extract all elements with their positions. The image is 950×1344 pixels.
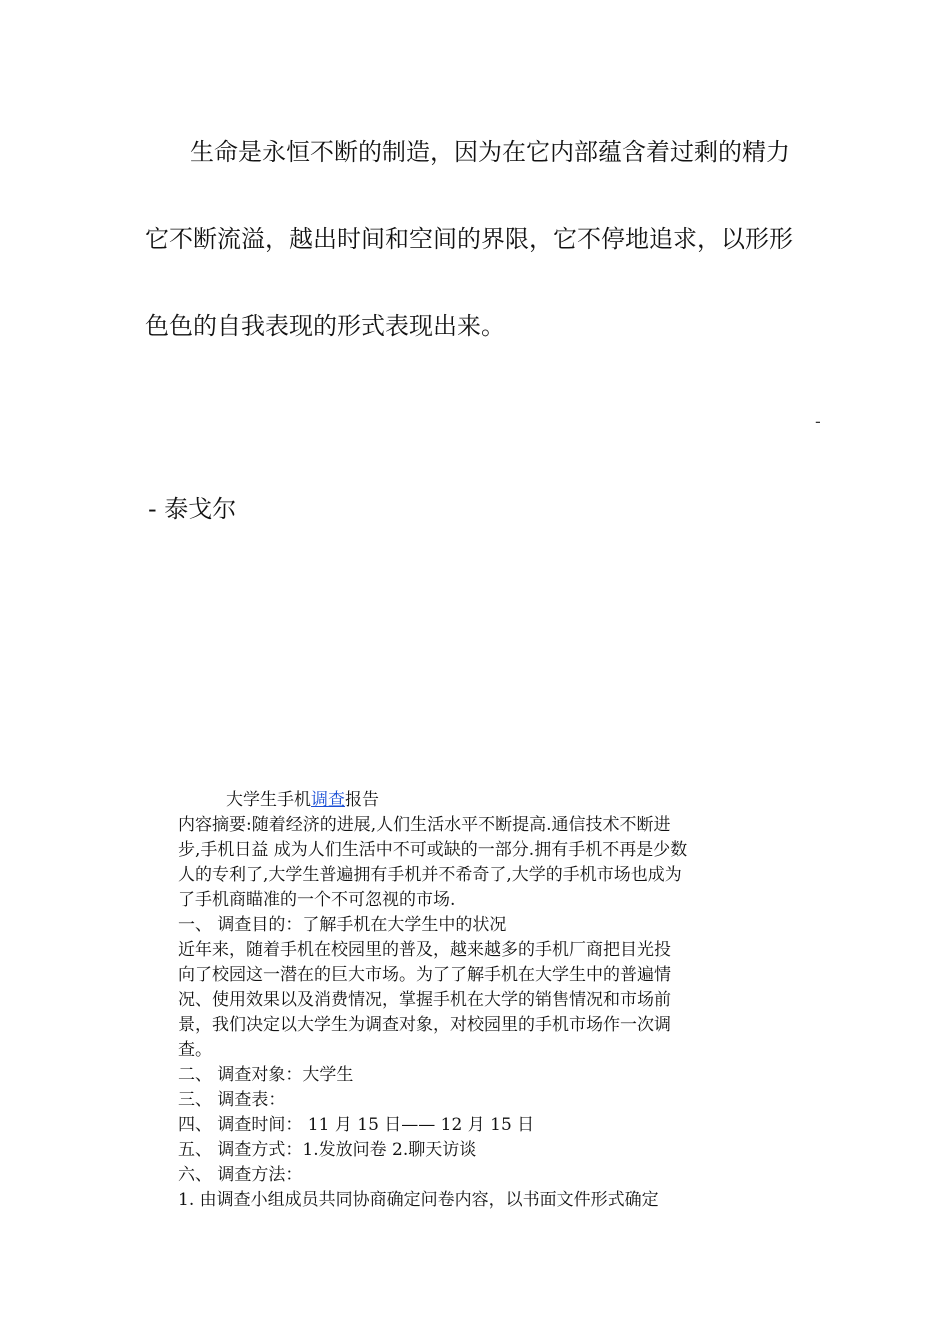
report-title <box>178 788 758 813</box>
report-title-prefix: 大学生手机 <box>226 790 311 810</box>
quote-line-1: 生命是永恒不断的制造，因为在它内部蕴含着过剩的精力 <box>190 138 790 166</box>
body-line: 近年来，随着手机在校园里的普及，越来越多的手机厂商把目光投 <box>178 940 671 960</box>
abstract-line: 内容摘要:随着经济的进展,人们生活水平不断提高.通信技术不断进 <box>178 815 671 835</box>
section-method: 六、 调查方法： <box>178 1165 303 1185</box>
quote-author: - 泰戈尔 <box>148 495 237 523</box>
section-table: 三、 调查表： <box>178 1090 286 1110</box>
body-line: 向了校园这一潜在的巨大市场。为了了解手机在大学生中的普遍情 <box>178 965 671 985</box>
body-line: 景，我们决定以大学生为调查对象，对校园里的手机市场作一次调 <box>178 1015 671 1035</box>
section-time: 四、 调查时间： 11 月 15 日—— 12 月 15 日 <box>178 1115 535 1135</box>
abstract-line: 人的专利了,大学生普遍拥有手机并不希奇了,大学的手机市场也成为 <box>178 865 682 885</box>
quote-line-3: 色色的自我表现的形式表现出来。 <box>145 312 505 340</box>
section-mode: 五、 调查方式：1.发放问卷 2.聊天访谈 <box>178 1140 477 1160</box>
section-purpose: 一、 调查目的：了解手机在大学生中的状况 <box>178 915 507 935</box>
abstract-line: 了手机商瞄准的一个不可忽视的市场. <box>178 890 456 910</box>
method-item-1: 1. 由调查小组成员共同协商确定问卷内容，以书面文件形式确定 <box>178 1190 659 1210</box>
report-title-link[interactable]: 调查 <box>311 790 345 810</box>
quote-dash: - <box>815 412 821 431</box>
quote-line-2: 它不断流溢，越出时间和空间的界限，它不停地追求，以形形 <box>145 225 793 253</box>
body-line: 况、使用效果以及消费情况，掌握手机在大学的销售情况和市场前 <box>178 990 671 1010</box>
section-subject: 二、 调查对象：大学生 <box>178 1065 354 1085</box>
report-title-suffix: 报告 <box>345 790 379 810</box>
body-line: 查。 <box>178 1040 212 1060</box>
survey-report <box>178 788 758 1213</box>
abstract-line: 步,手机日益 成为人们生活中不可或缺的一部分.拥有手机不再是少数 <box>178 840 688 860</box>
